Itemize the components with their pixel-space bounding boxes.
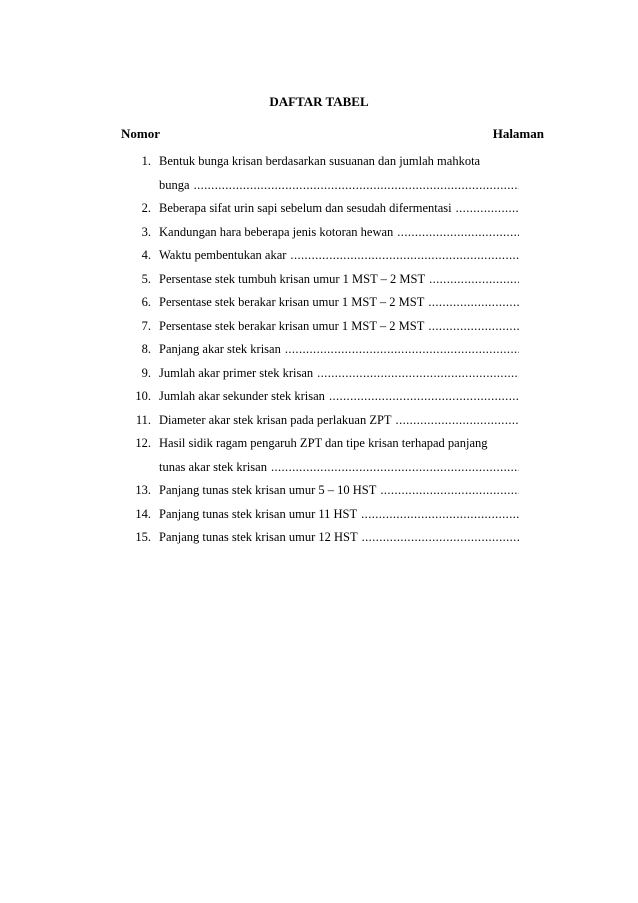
- list-item: [121, 479, 519, 503]
- list-item: [121, 244, 519, 268]
- list-item: [121, 409, 519, 433]
- list-item-text: [159, 503, 519, 527]
- list-item-title: Diameter akar stek krisan pada perlakuan ZPT: [159, 412, 392, 427]
- list-item-title: Jumlah akar sekunder stek krisan: [159, 389, 325, 403]
- list-item-text: [159, 409, 519, 433]
- list-item-title: Persentase stek tumbuh krisan umur 1 MST – 2 MST: [159, 271, 426, 286]
- list-item-line: [159, 432, 519, 456]
- list-item: [121, 362, 519, 386]
- page-title: DAFTAR TABEL: [269, 94, 369, 109]
- list-item-number: 12.: [135, 436, 151, 450]
- list-item-number: 3.: [141, 224, 151, 239]
- list-item-title: Persentase stek berakar krisan umur 1 MST – 2 MST: [159, 295, 425, 309]
- list-item-text: [159, 362, 519, 386]
- dot-leader: [361, 503, 519, 527]
- list-item-number: 15.: [135, 530, 151, 544]
- list-item-line: [159, 385, 519, 409]
- list-item-number: 2.: [141, 201, 151, 215]
- header-page-label: Halaman: [492, 126, 544, 141]
- list-item-number: 11.: [135, 412, 151, 427]
- list-item-line: [159, 338, 519, 362]
- list-item-text: [159, 268, 519, 292]
- list-item-line: [159, 315, 519, 339]
- list-item-title: Panjang tunas stek krisan umur 11 HST: [159, 506, 358, 521]
- list-item-text: [159, 291, 519, 315]
- list-item-title: Panjang tunas stek krisan umur 12 HST: [159, 530, 358, 544]
- dot-leader: [194, 174, 519, 198]
- list-item: [121, 432, 519, 479]
- list-item-title: Kandungan hara beberapa jenis kotoran hewan: [159, 224, 394, 239]
- dot-leader: [396, 409, 519, 433]
- table-of-tables-header: [121, 126, 544, 142]
- list-item-title: Panjang akar stek krisan: [159, 342, 281, 356]
- list-item: [121, 385, 519, 409]
- list-item-text: [159, 432, 519, 479]
- list-item-title: Persentase stek berakar krisan umur 1 MST – 2 MST: [159, 318, 425, 333]
- list-item-line: [159, 150, 519, 174]
- list-item-number: 6.: [141, 295, 151, 309]
- list-item-line: [159, 291, 519, 315]
- list-item-number: 13.: [135, 483, 151, 497]
- list-item: [121, 150, 519, 197]
- dot-leader: [362, 526, 519, 550]
- list-item: [121, 338, 519, 362]
- list-item: [121, 503, 519, 527]
- list-item-text: [159, 150, 519, 197]
- dot-leader: [456, 197, 519, 221]
- list-item-line: [159, 197, 519, 221]
- list-item: [121, 268, 519, 292]
- list-item-number: 8.: [141, 342, 151, 356]
- list-item-number: 1.: [141, 154, 151, 168]
- list-item: [121, 221, 519, 245]
- header-number-label: Nomor: [121, 126, 160, 141]
- list-item-text: [159, 479, 519, 503]
- list-item-text: [159, 526, 519, 550]
- list-item-number: 7.: [141, 318, 151, 333]
- list-item-title: bunga: [159, 177, 190, 192]
- list-item: [121, 526, 519, 550]
- dot-leader: [428, 315, 519, 339]
- list-item-title: Jumlah akar primer stek krisan: [159, 365, 314, 380]
- list-item-line: [159, 503, 519, 527]
- dot-leader: [329, 385, 519, 409]
- list-item-text: [159, 244, 519, 268]
- dot-leader: [428, 291, 519, 315]
- list-item-title: Hasil sidik ragam pengaruh ZPT dan tipe krisan terhapad panjang: [159, 436, 488, 450]
- list-item: [121, 197, 519, 221]
- list-item-number: 5.: [141, 271, 151, 286]
- list-item-title: tunas akar stek krisan: [159, 459, 267, 474]
- list-item-title: Bentuk bunga krisan berdasarkan susuanan dan jumlah mahkota: [159, 154, 481, 168]
- list-item-text: [159, 338, 519, 362]
- list-item: [121, 291, 519, 315]
- table-list: [121, 150, 519, 550]
- list-item-line: [159, 268, 519, 292]
- list-item-line: [159, 479, 519, 503]
- list-item-text: [159, 385, 519, 409]
- list-item-line: [159, 526, 519, 550]
- dot-leader: [290, 244, 519, 268]
- list-item-number: 14.: [135, 506, 151, 521]
- list-item-number: 4.: [141, 248, 151, 262]
- dot-leader: [429, 268, 519, 292]
- list-item-text: [159, 197, 519, 221]
- dot-leader: [285, 338, 519, 362]
- dot-leader: [397, 221, 519, 245]
- list-item-text: [159, 315, 519, 339]
- list-item-title: Beberapa sifat urin sapi sebelum dan sesudah difermentasi: [159, 201, 452, 215]
- list-item-line: [159, 456, 519, 480]
- dot-leader: [271, 456, 519, 480]
- list-item: [121, 315, 519, 339]
- list-item-line: [159, 244, 519, 268]
- list-item-line: [159, 409, 519, 433]
- list-item-line: [159, 362, 519, 386]
- list-item-text: [159, 221, 519, 245]
- list-item-title: Waktu pembentukan akar: [159, 248, 287, 262]
- list-item-number: 9.: [141, 365, 151, 380]
- dot-leader: [317, 362, 519, 386]
- list-item-number: 10.: [135, 389, 151, 403]
- list-item-line: [159, 174, 519, 198]
- list-item-line: [159, 221, 519, 245]
- dot-leader: [380, 479, 519, 503]
- list-item-title: Panjang tunas stek krisan umur 5 – 10 HST: [159, 483, 377, 497]
